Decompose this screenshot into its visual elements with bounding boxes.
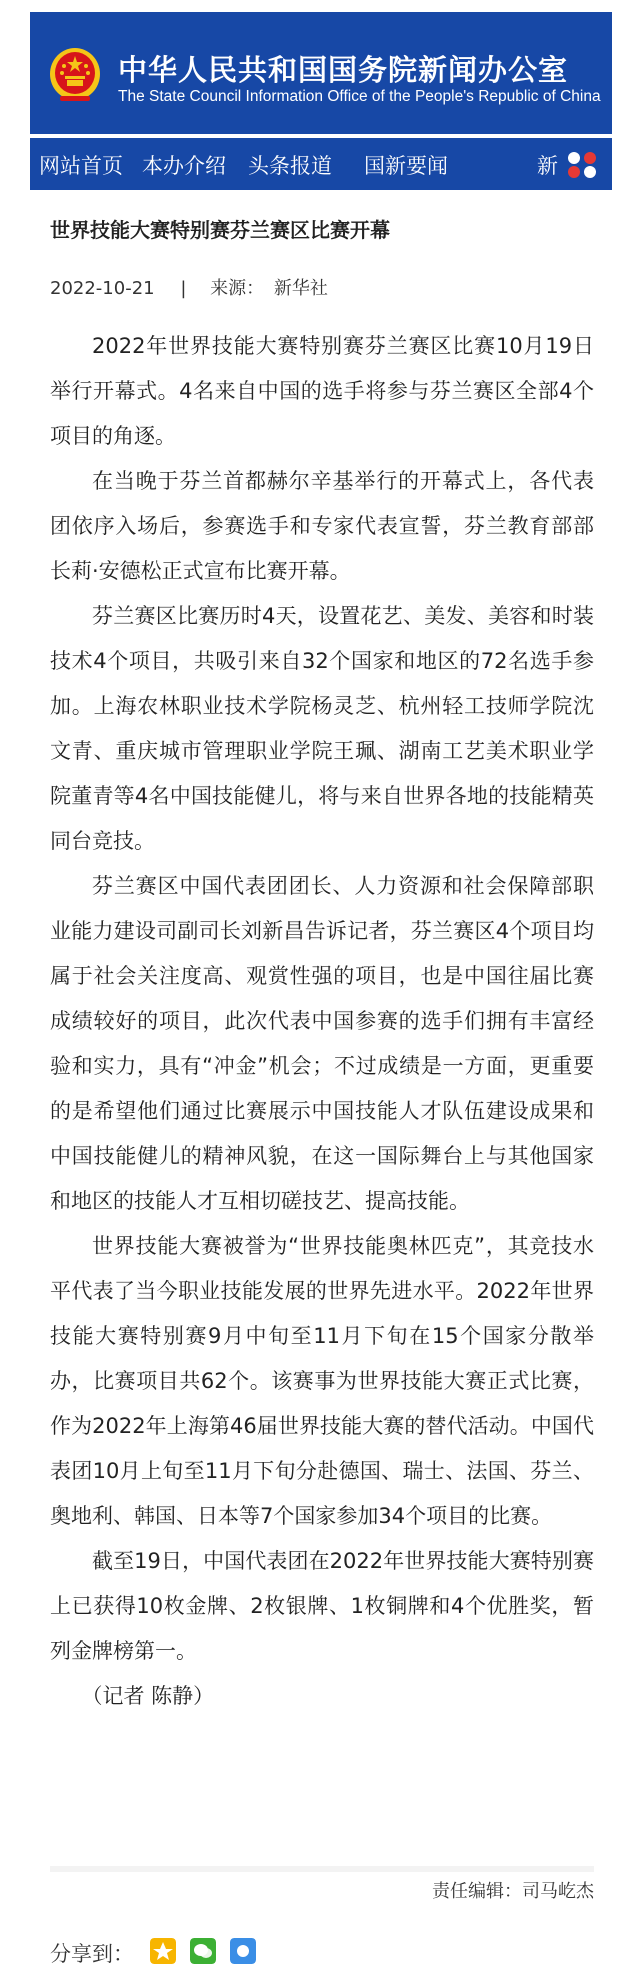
paragraph: 世界技能大赛被誉为“世界技能奥林匹克”，其竞技水平代表了当今职业技能发展的世界先进水平。2022年世界技能大赛特别赛9月中旬至11月下旬在15个国家分散举办，比赛项目共62个。该赛事为世界技能大赛正式比赛，作为2022年上海第46届世界技能大赛的替代活动。中国代表团10月上旬至11月下旬分赴德国、瑞士、法国、芬兰、奥地利、韩国、日本等7个国家参加34个项目的比赛。 (50, 1234, 594, 1528)
wechat-share-icon[interactable] (190, 1938, 216, 1964)
nav-item-news[interactable]: 国新要闻 (364, 154, 448, 178)
nav-item-home[interactable]: 网站首页 (39, 154, 123, 178)
national-emblem-icon (48, 46, 102, 104)
article-meta (50, 274, 328, 300)
paragraph: 在当晚于芬兰首都赫尔辛基举行的开幕式上，各代表团依序入场后，参赛选手和专家代表宣誓，芬兰教育部部长莉·安德松正式宣布比赛开幕。 (50, 469, 594, 583)
paragraph: 截至19日，中国代表团在2022年世界技能大赛特别赛上已获得10枚金牌、2枚银牌、1枚铜牌和4个优胜奖，暂列金牌榜第一。 (50, 1549, 594, 1663)
nav-item-about[interactable]: 本办介绍 (142, 154, 226, 178)
paragraph: 芬兰赛区比赛历时4天，设置花艺、美发、美容和时装技术4个项目，共吸引来自32个国家和地区的72名选手参加。上海农林职业技术学院杨灵芝、杭州轻工技师学院沈文青、重庆城市管理职业学院王珮、湖南工艺美术职业学院董青等4名中国技能健儿，将与来自世界各地的技能精英同台竞技。 (50, 604, 594, 853)
responsible-editor: 责任编辑：司马屹杰 (432, 1881, 594, 1902)
source-label: 来源： (210, 278, 265, 299)
site-header (30, 12, 612, 134)
nav-item-headlines[interactable]: 头条报道 (248, 154, 332, 178)
qzone-share-icon[interactable] (150, 1938, 176, 1964)
paragraph: 2022年世界技能大赛特别赛芬兰赛区比赛10月19日举行开幕式。4名来自中国的选手将参与芬兰赛区全部4个项目的角逐。 (50, 334, 594, 448)
share-icon[interactable] (230, 1938, 256, 1964)
article-title: 世界技能大赛特别赛芬兰赛区比赛开幕 (50, 218, 390, 242)
site-title-cn: 中华人民共和国国务院新闻办公室 (118, 53, 569, 87)
article-date: 2022-10-21 (50, 278, 155, 299)
nav-item-more[interactable]: 新 (537, 154, 558, 178)
menu-toggle-icon[interactable] (564, 150, 604, 180)
meta-separator: | (180, 278, 187, 299)
footer-divider (50, 1866, 594, 1872)
article-source: 新华社 (273, 278, 328, 299)
site-title-en: The State Council Information Office of the People's Republic of China (118, 88, 601, 105)
main-nav (30, 138, 612, 190)
reporter-credit: （记者 陈静） (81, 1684, 215, 1708)
share-label: 分享到： (50, 1942, 134, 1966)
article-body (50, 324, 594, 1719)
paragraph: 芬兰赛区中国代表团团长、人力资源和社会保障部职业能力建设司副司长刘新昌告诉记者，芬兰赛区4个项目均属于社会关注度高、观赏性强的项目，也是中国往届比赛成绩较好的项目，此次代表中国参赛的选手们拥有丰富经验和实力，具有“冲金”机会；不过成绩是一方面，更重要的是希望他们通过比赛展示中国技能人才队伍建设成果和中国技能健儿的精神风貌，在这一国际舞台上与其他国家和地区的技能人才互相切磋技艺、提高技能。 (50, 874, 594, 1213)
